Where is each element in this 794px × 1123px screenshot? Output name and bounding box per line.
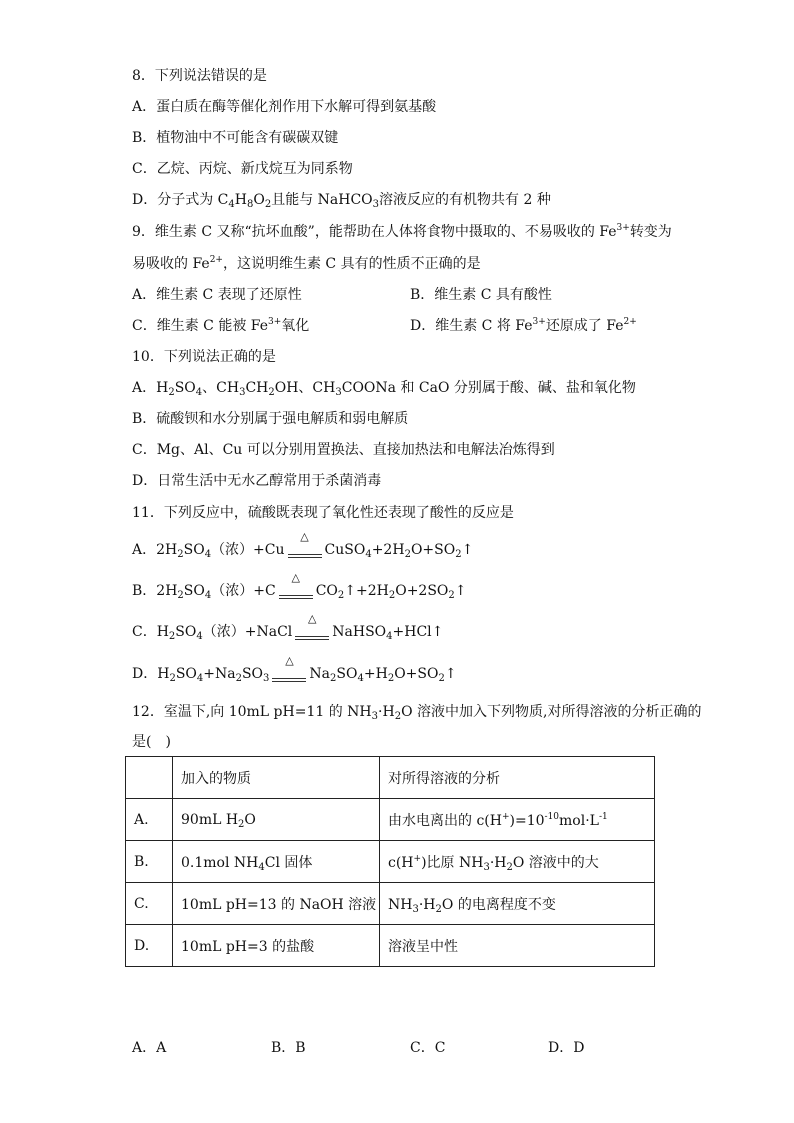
q10-option-a: A．$H_2SO_4$、$CH_3CH_2OH$、$CH_3COONa$ 和 CaO 分别属于酸、碱、盐和氧化物 bbox=[132, 380, 636, 398]
q11-option-a: A．$2H_2SO_4$（浓）+Cu △ $CuSO_4+2H_2O+SO_2↑$ bbox=[132, 530, 474, 560]
analysis-cell: c(H+)比原 $NH_3\cdot H_2O$ 溶液中的大 bbox=[380, 841, 655, 883]
heat-condition-arrow: △ bbox=[293, 622, 331, 642]
heat-condition-arrow: △ bbox=[286, 540, 324, 560]
analysis-cell: 溶液呈中性 bbox=[380, 925, 655, 967]
row-label: B. bbox=[126, 841, 173, 883]
q9-stem-line2: 易吸收的 $Fe^{2+}$，这说明维生素 C 具有的性质不正确的是 bbox=[132, 255, 481, 272]
table-row bbox=[126, 925, 655, 967]
table-row bbox=[126, 841, 655, 883]
q10-option-d: D．日常生活中无水乙醇常用于杀菌消毒 bbox=[132, 473, 382, 489]
q9-option-a: A．维生素 C 表现了还原性 bbox=[132, 287, 302, 303]
q9-option-c: C．维生素 C 能被 $Fe^{3+}$氧化 bbox=[132, 317, 310, 334]
table-row bbox=[126, 883, 655, 925]
q8-option-b: B．植物油中不可能含有碳碳双键 bbox=[132, 130, 339, 146]
q9-option-d: D．维生素 C 将 $Fe^{3+}$还原成了 $Fe^{2+}$ bbox=[410, 317, 637, 334]
table-row bbox=[126, 799, 655, 841]
table-header-cell: 加入的物质 bbox=[173, 757, 380, 799]
q10-option-c: C．Mg、Al、Cu 可以分别用置换法、直接加热法和电解法冶炼得到 bbox=[132, 442, 555, 458]
q11-stem: 11．下列反应中，硫酸既表现了氧化性还表现了酸性的反应是 bbox=[132, 505, 514, 521]
substance-cell: 0.1mol $NH_4Cl$ 固体 bbox=[173, 841, 380, 883]
q12-answer-a: A．A bbox=[132, 1040, 167, 1056]
q8-option-d: D．分子式为 $C_4H_8O_2$且能与 NaHCO$_3$溶液反应的有机物共有 2 种 bbox=[132, 192, 551, 210]
q11-option-c: C．$H_2SO_4$（浓）+NaCl △ NaHSO$_4$+HCl↑ bbox=[132, 612, 444, 642]
row-label: D. bbox=[126, 925, 173, 967]
row-label: A. bbox=[126, 799, 173, 841]
substance-cell: 10mL pH=3 的盐酸 bbox=[173, 925, 380, 967]
row-label: C. bbox=[126, 883, 173, 925]
q12-answer-c: C．C bbox=[410, 1040, 446, 1056]
table-header-cell: 对所得溶液的分析 bbox=[380, 757, 655, 799]
q9-option-b: B．维生素 C 具有酸性 bbox=[410, 287, 552, 303]
q11-option-b: B．$2H_2SO_4$（浓）+C △ $CO_2↑+2H_2O+2SO_2↑$ bbox=[132, 571, 467, 601]
q10-stem: 10．下列说法正确的是 bbox=[132, 349, 276, 365]
q10-option-b: B．硫酸钡和水分别属于强电解质和弱电解质 bbox=[132, 411, 409, 427]
q11-option-d: D．$H_2SO_4+Na_2SO_3$ △ $Na_2SO_4+H_2O+SO_2↑$ bbox=[132, 654, 457, 684]
heat-condition-arrow: △ bbox=[270, 664, 308, 684]
q12-answer-d: D．D bbox=[548, 1040, 585, 1056]
heat-condition-arrow: △ bbox=[277, 581, 315, 601]
substance-cell: 90mL $H_2O$ bbox=[173, 799, 380, 841]
analysis-cell: $NH_3\cdot H_2O$ 的电离程度不变 bbox=[380, 883, 655, 925]
q9-stem-line1: 9．维生素 C 又称“抗坏血酸”，能帮助在人体将食物中摄取的、不易吸收的 $Fe^{3+}$转变为 bbox=[132, 223, 672, 240]
q8-stem: 8．下列说法错误的是 bbox=[132, 68, 267, 84]
analysis-cell: 由水电离出的 $c(H^+)=10^{-10}mol\cdot L^{-1}$ bbox=[380, 799, 655, 841]
table-header-cell bbox=[126, 757, 173, 799]
q12-stem-line1: 12．室温下,向 10mL pH=11 的 $NH_3\cdot H_2O$ 溶液中加入下列物质,对所得溶液的分析正确的 bbox=[132, 704, 702, 722]
analysis-table bbox=[125, 756, 655, 967]
table-header-row bbox=[126, 757, 655, 799]
q8-option-c: C．乙烷、丙烷、新戊烷互为同系物 bbox=[132, 161, 353, 177]
q12-answer-b: B．B bbox=[271, 1040, 306, 1056]
substance-cell: 10mL pH=13 的 NaOH 溶液 bbox=[173, 883, 380, 925]
q8-option-a: A．蛋白质在酶等催化剂作用下水解可得到氨基酸 bbox=[132, 99, 437, 115]
q12-stem-line2: 是( ) bbox=[132, 734, 171, 750]
